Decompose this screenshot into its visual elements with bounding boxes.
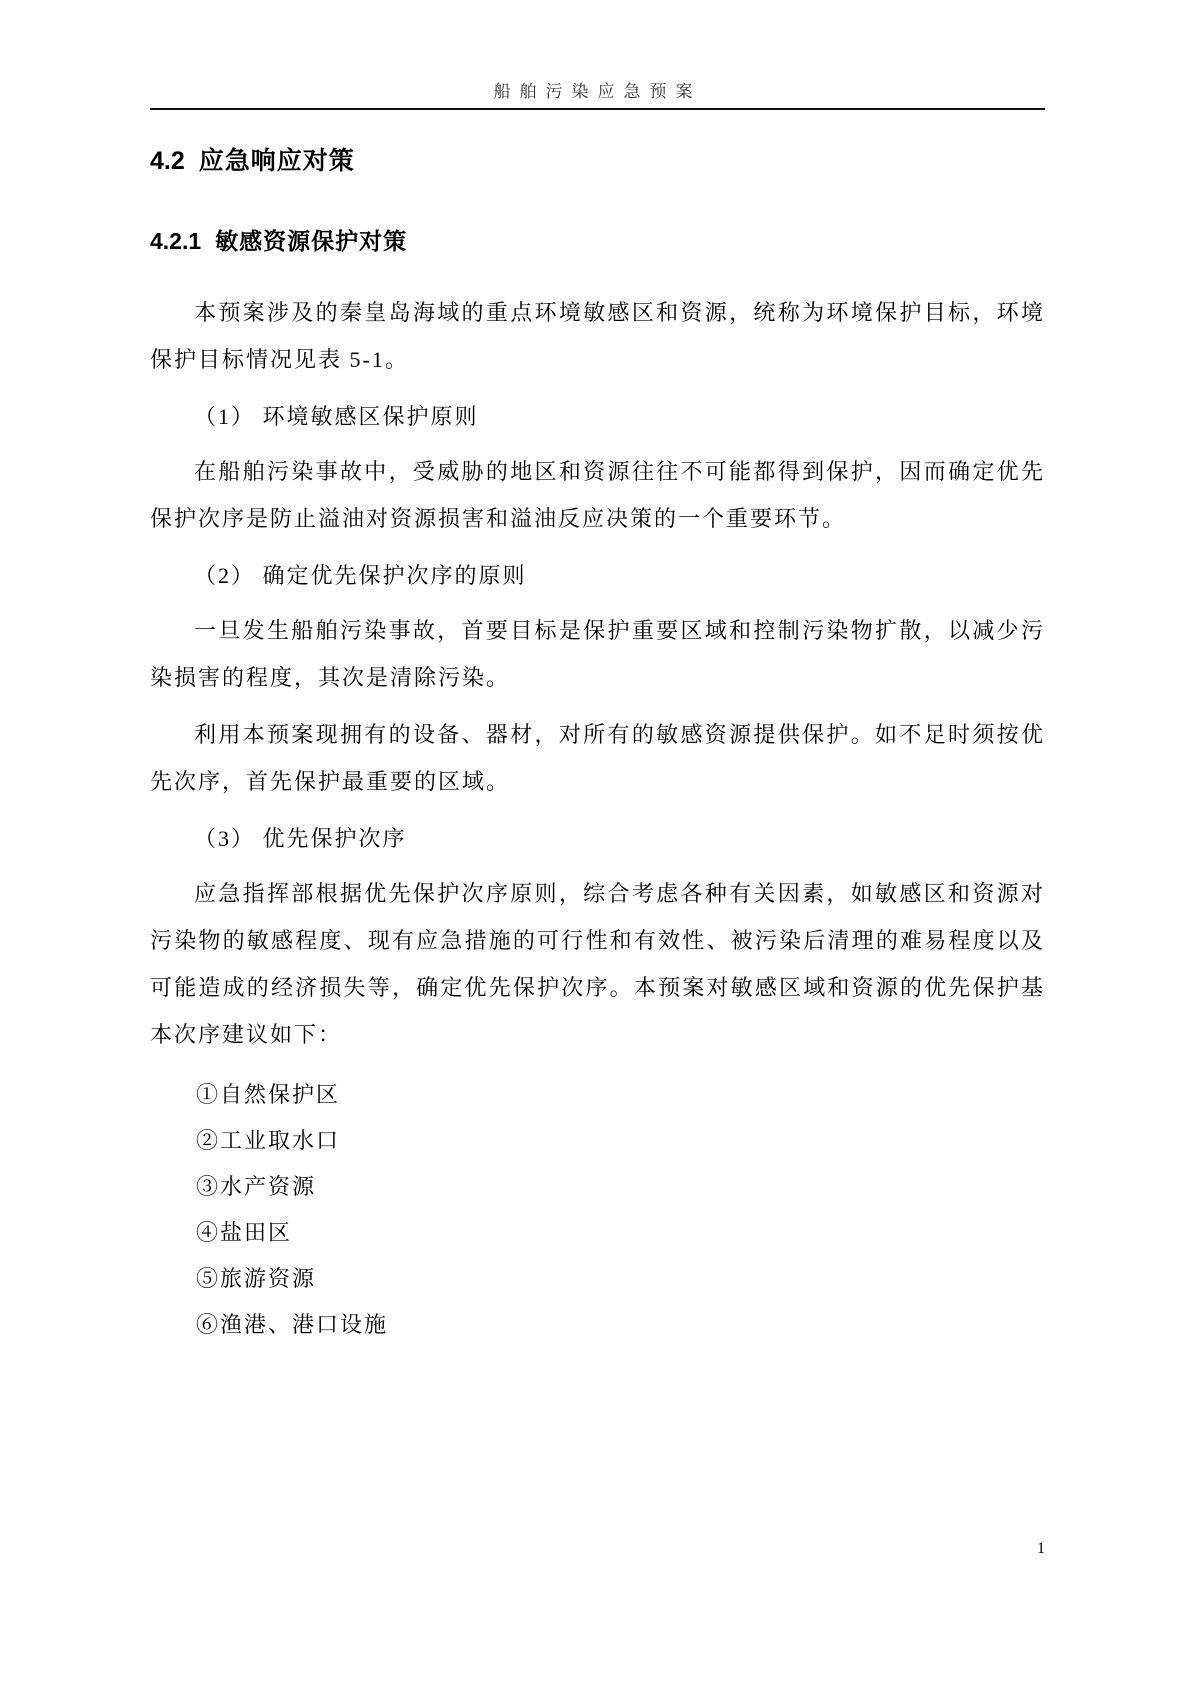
priority-list: [150, 1072, 1045, 1348]
list-item: ④盐田区: [196, 1220, 293, 1245]
paragraph: 本预案涉及的秦皇岛海域的重点环境敏感区和资源，统称为环境保护目标，环境保护目标情况见表 5-1。: [150, 300, 1045, 372]
list-subheading: （1） 环境敏感区保护原则: [194, 404, 479, 429]
section-heading: [150, 149, 1045, 174]
subsection-heading-number: 4.2.1: [150, 228, 202, 254]
page-number: 1: [1037, 1540, 1045, 1557]
list-item: ②工业取水口: [196, 1128, 341, 1153]
section-heading-title: 应急响应对策: [198, 147, 355, 175]
document-body: [150, 149, 1045, 1348]
list-item: ①自然保护区: [196, 1082, 341, 1107]
paragraph: 在船舶污染事故中，受威胁的地区和资源往往不可能都得到保护，因而确定优先保护次序是防止溢油对资源损害和溢油反应决策的一个重要环节。: [150, 459, 1045, 531]
running-header-title: 船舶污染应急预案: [493, 82, 702, 101]
list-item: ③水产资源: [196, 1174, 317, 1199]
list-item: ⑤旅游资源: [196, 1266, 317, 1291]
body-text: [150, 289, 1045, 1058]
subsection-heading-title: 敏感资源保护对策: [215, 228, 408, 254]
list-subheading: （2） 确定优先保护次序的原则: [194, 563, 527, 588]
list-subheading: （3） 优先保护次序: [194, 826, 407, 851]
paragraph: 利用本预案现拥有的设备、器材，对所有的敏感资源提供保护。如不足时须按优先次序，首先保护最重要的区域。: [150, 722, 1045, 794]
paragraph: 应急指挥部根据优先保护次序原则，综合考虑各种有关因素，如敏感区和资源对污染物的敏感程度、现有应急措施的可行性和有效性、被污染后清理的难易程度以及可能造成的经济损失等，确定优先保护次序。本预案对敏感区域和资源的优先保护基本次序建议如下：: [150, 881, 1045, 1047]
running-header: [150, 0, 1045, 110]
subsection-heading: [150, 230, 1045, 253]
paragraph: 一旦发生船舶污染事故，首要目标是保护重要区域和控制污染物扩散，以减少污染损害的程度，其次是清除污染。: [150, 618, 1045, 690]
section-heading-number: 4.2: [150, 147, 185, 175]
list-item: ⑥渔港、港口设施: [196, 1312, 389, 1337]
